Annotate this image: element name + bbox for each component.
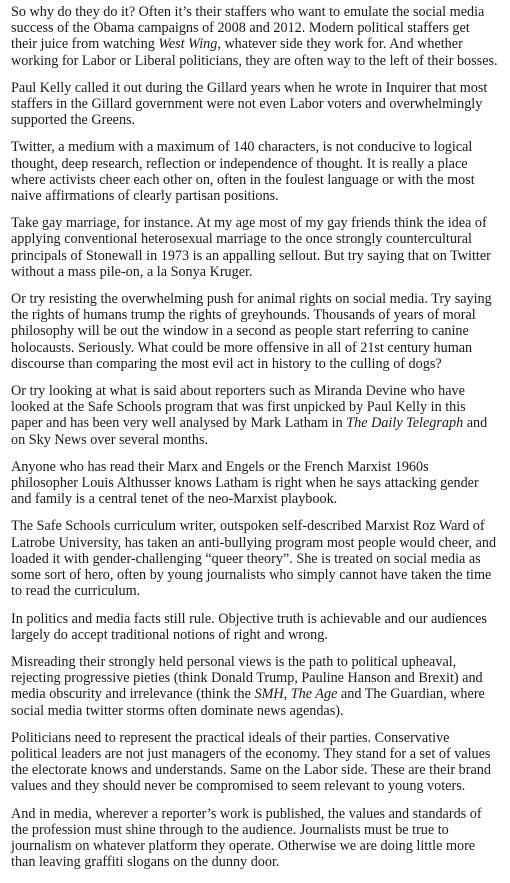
paragraph-6-italic-daily-telegraph: The Daily Telegraph — [346, 415, 464, 432]
paragraph-10-text-1: Misreading their strongly held personal views is the path to political upheaval, rejecting progressive pieties (think Donald Trump, Pauline Hanson and Brexit) and media obscurity and irrelevance (think the — [11, 653, 483, 703]
paragraph-6-text-2: and on Sky News over several months. — [11, 415, 488, 448]
paragraph-2-text: Paul Kelly called it out during the Gillard years when he wrote in Inquirer that most staffers in the Gillard government were not even Labor voters and overwhelmingly supported the Greens. — [11, 79, 488, 129]
paragraph-10-italic-the-age: The Age — [290, 686, 338, 703]
paragraph-3 — [11, 139, 499, 204]
paragraph-4-text: Take gay marriage, for instance. At my age most of my gay friends think the idea of applying conventional heterosexual marriage to the once strongly countercultural principals of Stonewall in 1973 is an appalling sellout. But try saying that on Twitter without a mass pile-on, a la Sonya Kruger. — [11, 215, 491, 280]
paragraph-11 — [11, 730, 499, 795]
paragraph-6 — [11, 383, 499, 448]
paragraph-9-text: In politics and media facts still rule. Objective truth is achievable and our audiences largely do accept traditional notions of right and wrong. — [11, 610, 487, 643]
paragraph-7-text: Anyone who has read their Marx and Engels or the French Marxist 1960s philosopher Louis Althusser knows Latham is right when he says attacking gender and family is a central tenet of the neo-Marxist playbook. — [11, 458, 479, 508]
paragraph-12 — [11, 806, 499, 871]
paragraph-8-text: The Safe Schools curriculum writer, outspoken self-described Marxist Roz Ward of Latrobe University, has taken an anti-bullying program most people would cheer, and loaded it with gender-challenging “queer theory”. She is treated on social media as some sort of hero, often by young journalists who simply cannot have taken the time to read the curriculum. — [11, 518, 497, 600]
paragraph-8 — [11, 518, 499, 599]
paragraph-5 — [11, 291, 499, 372]
paragraph-11-text: Politicians need to represent the practical ideals of their parties. Conservative political leaders are not just managers of the economy. They stand for a set of values the electorate knows and understands. Same on the Labor side. These are their brand values and they should never be compromised to seem relevant to young voters. — [11, 729, 491, 795]
paragraph-5-text: Or try resisting the overwhelming push for animal rights on social media. Try saying the rights of humans trump the rights of greyhounds. Thousands of years of moral philosophy will be out the window in a second as people start referring to canine holocausts. Seriously. What could be more offensive in all of 21st century human discourse than comparing the most evil act in history to the culling of dogs? — [11, 291, 492, 372]
paragraph-10-italic-smh: SMH — [254, 686, 284, 703]
paragraph-1-italic-west-wing: West Wing — [158, 36, 218, 53]
paragraph-3-text: Twitter, a medium with a maximum of 140 characters, is not conducive to logical thought, deep research, reflection or independence of thought. It is really a place where activists cheer each other on, often in the foulest language or with the most naive affirmations of clearly partisan positions. — [11, 139, 475, 205]
paragraph-10-text-3: and The Guardian, where social media twitter storms often dominate news agendas). — [11, 686, 485, 719]
paragraph-1-text-1: So why do they do it? Often it’s their staffers who want to emulate the social media success of the Obama campaigns of 2008 and 2012. Modern political staffers get their juice from watching — [11, 4, 485, 53]
paragraph-7 — [11, 459, 499, 508]
paragraph-10 — [11, 654, 499, 719]
paragraph-1 — [11, 4, 499, 69]
paragraph-12-text: And in media, wherever a reporter’s work is published, the values and standards of the profession must shine through to the audience. Journalists must be true to journalism on whatever platform they operate. Otherwise we are doing little more than leaving graffiti slogans on the dunny door. — [11, 805, 482, 871]
paragraph-4 — [11, 215, 499, 280]
paragraph-1-text-2: , whatever side they work for. And whether working for Labor or Liberal politicians, they are often way to the left of their bosses. — [11, 36, 498, 69]
paragraph-9 — [11, 611, 499, 643]
paragraph-6-text-1: Or try looking at what is said about reporters such as Miranda Devine who have looked at the Safe Schools program that was first unpicked by Paul Kelly in this paper and has been very well analysed by Mark Latham in — [11, 383, 466, 432]
paragraph-10-text-2: , — [283, 686, 291, 703]
paragraph-2 — [11, 80, 499, 129]
